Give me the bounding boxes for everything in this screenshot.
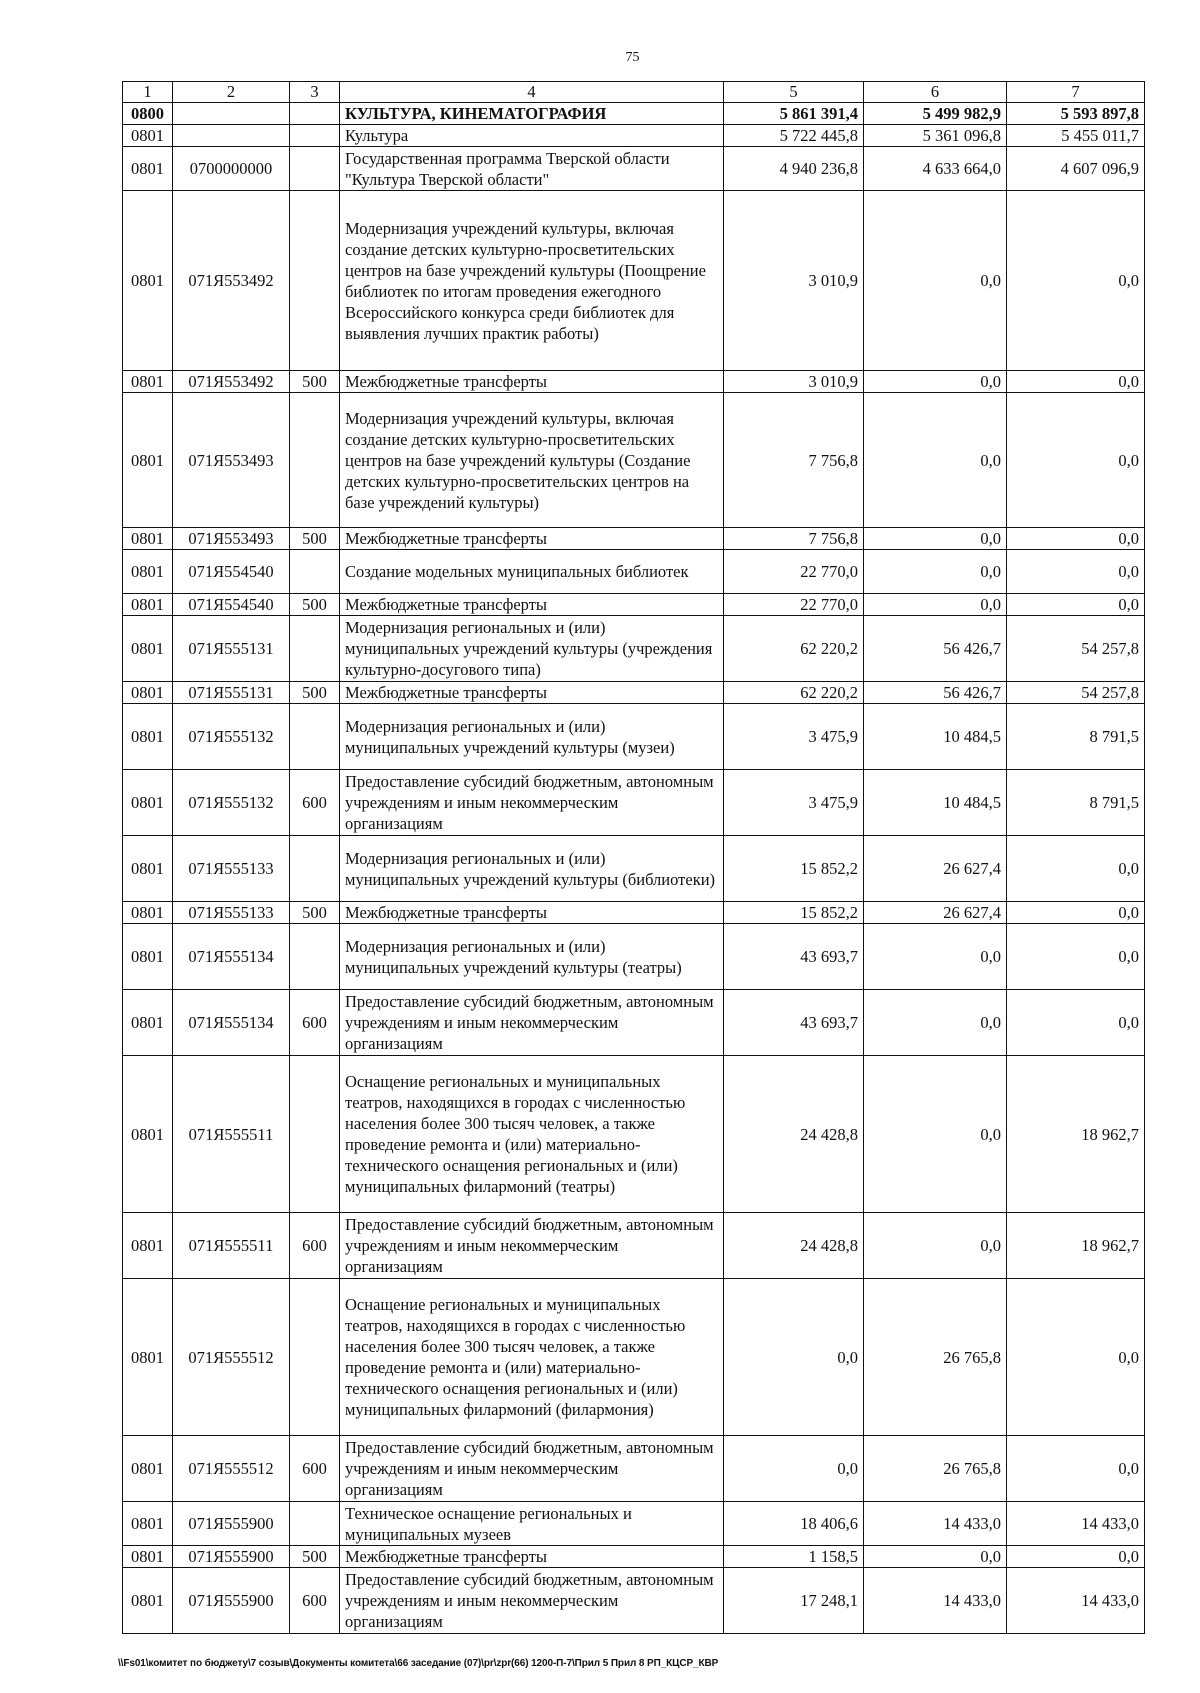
amount-col5: 15 852,2 (724, 902, 864, 924)
section-code: 0801 (123, 594, 173, 616)
section-code: 0801 (123, 191, 173, 371)
expense-type-code: 500 (290, 594, 340, 616)
section-code: 0801 (123, 125, 173, 147)
amount-col7: 18 962,7 (1007, 1213, 1145, 1279)
amount-col5: 5 722 445,8 (724, 125, 864, 147)
target-article-code: 071Я555512 (173, 1436, 290, 1502)
amount-col7: 0,0 (1007, 902, 1145, 924)
target-article-code: 071Я555132 (173, 770, 290, 836)
target-article-code: 071Я555133 (173, 836, 290, 902)
expense-type-code (290, 147, 340, 191)
amount-col6: 26 765,8 (864, 1279, 1007, 1436)
section-code: 0801 (123, 371, 173, 393)
amount-col5: 22 770,0 (724, 550, 864, 594)
section-code: 0801 (123, 682, 173, 704)
table-row (123, 528, 1145, 550)
column-header: 7 (1007, 82, 1145, 103)
amount-col5: 3 010,9 (724, 371, 864, 393)
amount-col7: 5 593 897,8 (1007, 103, 1145, 125)
amount-col6: 0,0 (864, 550, 1007, 594)
amount-col5: 15 852,2 (724, 836, 864, 902)
expense-type-code (290, 393, 340, 528)
amount-col5: 5 861 391,4 (724, 103, 864, 125)
amount-col6: 0,0 (864, 393, 1007, 528)
item-name: Культура (340, 125, 724, 147)
expense-type-code: 500 (290, 1546, 340, 1568)
table-row (123, 191, 1145, 371)
amount-col5: 3 475,9 (724, 770, 864, 836)
amount-col7: 14 433,0 (1007, 1502, 1145, 1546)
target-article-code: 0700000000 (173, 147, 290, 191)
amount-col5: 3 010,9 (724, 191, 864, 371)
column-header: 4 (340, 82, 724, 103)
amount-col6: 0,0 (864, 1213, 1007, 1279)
amount-col5: 7 756,8 (724, 393, 864, 528)
amount-col5: 4 940 236,8 (724, 147, 864, 191)
expense-type-code: 500 (290, 682, 340, 704)
item-name: Модернизация региональных и (или) муниципальных учреждений культуры (библиотеки) (340, 836, 724, 902)
amount-col5: 7 756,8 (724, 528, 864, 550)
table-row (123, 1502, 1145, 1546)
amount-col5: 1 158,5 (724, 1546, 864, 1568)
amount-col5: 0,0 (724, 1279, 864, 1436)
table-row (123, 1279, 1145, 1436)
section-code: 0800 (123, 103, 173, 125)
section-code: 0801 (123, 990, 173, 1056)
expense-type-code (290, 103, 340, 125)
budget-table (122, 81, 1145, 1634)
item-name: Оснащение региональных и муниципальных театров, находящихся в городах с численностью населения более 300 тысяч человек, а также проведение ремонта и (или) материально-технического оснащения региональных и (или) муниципальных филармоний (филармония) (340, 1279, 724, 1436)
amount-col7: 0,0 (1007, 1279, 1145, 1436)
target-article-code: 071Я555134 (173, 990, 290, 1056)
amount-col7: 0,0 (1007, 550, 1145, 594)
amount-col7: 0,0 (1007, 371, 1145, 393)
target-article-code: 071Я553493 (173, 528, 290, 550)
amount-col5: 22 770,0 (724, 594, 864, 616)
table-row (123, 616, 1145, 682)
section-code: 0801 (123, 147, 173, 191)
target-article-code: 071Я555900 (173, 1568, 290, 1634)
expense-type-code (290, 616, 340, 682)
table-row (123, 770, 1145, 836)
target-article-code: 071Я555511 (173, 1213, 290, 1279)
table-row (123, 1213, 1145, 1279)
amount-col5: 43 693,7 (724, 990, 864, 1056)
amount-col6: 14 433,0 (864, 1502, 1007, 1546)
item-name: Предоставление субсидий бюджетным, автономным учреждениям и иным некоммерческим организациям (340, 770, 724, 836)
column-header: 2 (173, 82, 290, 103)
section-code: 0801 (123, 616, 173, 682)
amount-col6: 4 633 664,0 (864, 147, 1007, 191)
amount-col5: 43 693,7 (724, 924, 864, 990)
table-row (123, 990, 1145, 1056)
amount-col5: 0,0 (724, 1436, 864, 1502)
amount-col7: 54 257,8 (1007, 682, 1145, 704)
column-header: 6 (864, 82, 1007, 103)
table-row (123, 393, 1145, 528)
amount-col5: 3 475,9 (724, 704, 864, 770)
expense-type-code: 600 (290, 770, 340, 836)
expense-type-code: 600 (290, 1213, 340, 1279)
table-row (123, 1436, 1145, 1502)
expense-type-code: 600 (290, 1436, 340, 1502)
table-row (123, 103, 1145, 125)
target-article-code: 071Я555511 (173, 1056, 290, 1213)
table-row (123, 147, 1145, 191)
item-name: Межбюджетные трансферты (340, 594, 724, 616)
amount-col7: 18 962,7 (1007, 1056, 1145, 1213)
target-article-code: 071Я555133 (173, 902, 290, 924)
section-code: 0801 (123, 528, 173, 550)
target-article-code: 071Я555131 (173, 616, 290, 682)
expense-type-code (290, 704, 340, 770)
amount-col6: 10 484,5 (864, 770, 1007, 836)
amount-col6: 10 484,5 (864, 704, 1007, 770)
amount-col6: 5 361 096,8 (864, 125, 1007, 147)
amount-col5: 17 248,1 (724, 1568, 864, 1634)
table-row (123, 550, 1145, 594)
item-name: Межбюджетные трансферты (340, 528, 724, 550)
amount-col7: 0,0 (1007, 191, 1145, 371)
amount-col7: 0,0 (1007, 528, 1145, 550)
amount-col7: 0,0 (1007, 1546, 1145, 1568)
expense-type-code (290, 1502, 340, 1546)
table-row (123, 371, 1145, 393)
section-code: 0801 (123, 836, 173, 902)
target-article-code: 071Я555132 (173, 704, 290, 770)
amount-col6: 0,0 (864, 528, 1007, 550)
target-article-code: 071Я553492 (173, 371, 290, 393)
item-name: Создание модельных муниципальных библиотек (340, 550, 724, 594)
section-code: 0801 (123, 704, 173, 770)
expense-type-code: 600 (290, 1568, 340, 1634)
target-article-code: 071Я554540 (173, 594, 290, 616)
item-name: Техническое оснащение региональных и муниципальных музеев (340, 1502, 724, 1546)
table-row (123, 924, 1145, 990)
target-article-code: 071Я555512 (173, 1279, 290, 1436)
item-name: Модернизация учреждений культуры, включая создание детских культурно-просветительских центров на базе учреждений культуры (Создание детских культурно-просветительских центров на базе учреждений культуры) (340, 393, 724, 528)
amount-col7: 0,0 (1007, 924, 1145, 990)
amount-col6: 26 627,4 (864, 836, 1007, 902)
amount-col6: 0,0 (864, 1546, 1007, 1568)
section-code: 0801 (123, 770, 173, 836)
item-name: Государственная программа Тверской области "Культура Тверской области" (340, 147, 724, 191)
amount-col6: 26 765,8 (864, 1436, 1007, 1502)
amount-col7: 14 433,0 (1007, 1568, 1145, 1634)
expense-type-code: 500 (290, 902, 340, 924)
item-name: Предоставление субсидий бюджетным, автономным учреждениям и иным некоммерческим организациям (340, 1436, 724, 1502)
item-name: Предоставление субсидий бюджетным, автономным учреждениям и иным некоммерческим организациям (340, 1213, 724, 1279)
column-header: 3 (290, 82, 340, 103)
page-number: 75 (625, 50, 640, 65)
section-code: 0801 (123, 550, 173, 594)
table-row (123, 594, 1145, 616)
column-header: 5 (724, 82, 864, 103)
item-name: Предоставление субсидий бюджетным, автономным учреждениям и иным некоммерческим организациям (340, 1568, 724, 1634)
expense-type-code (290, 125, 340, 147)
item-name: Межбюджетные трансферты (340, 1546, 724, 1568)
amount-col7: 8 791,5 (1007, 704, 1145, 770)
column-header: 1 (123, 82, 173, 103)
amount-col6: 0,0 (864, 990, 1007, 1056)
section-code: 0801 (123, 1279, 173, 1436)
item-name: Межбюджетные трансферты (340, 682, 724, 704)
table-row (123, 704, 1145, 770)
table-row (123, 1056, 1145, 1213)
amount-col5: 62 220,2 (724, 682, 864, 704)
section-code: 0801 (123, 924, 173, 990)
section-code: 0801 (123, 1056, 173, 1213)
item-name: Модернизация региональных и (или) муниципальных учреждений культуры (учреждения культурно-досугового типа) (340, 616, 724, 682)
amount-col6: 56 426,7 (864, 616, 1007, 682)
item-name: Предоставление субсидий бюджетным, автономным учреждениям и иным некоммерческим организациям (340, 990, 724, 1056)
target-article-code: 071Я555900 (173, 1546, 290, 1568)
amount-col7: 0,0 (1007, 990, 1145, 1056)
expense-type-code: 500 (290, 371, 340, 393)
expense-type-code (290, 550, 340, 594)
amount-col6: 26 627,4 (864, 902, 1007, 924)
amount-col5: 24 428,8 (724, 1056, 864, 1213)
amount-col7: 4 607 096,9 (1007, 147, 1145, 191)
item-name: Межбюджетные трансферты (340, 902, 724, 924)
amount-col7: 54 257,8 (1007, 616, 1145, 682)
section-code: 0801 (123, 1546, 173, 1568)
expense-type-code (290, 1056, 340, 1213)
target-article-code: 071Я555134 (173, 924, 290, 990)
amount-col7: 8 791,5 (1007, 770, 1145, 836)
amount-col7: 0,0 (1007, 594, 1145, 616)
item-name: Межбюджетные трансферты (340, 371, 724, 393)
section-code: 0801 (123, 393, 173, 528)
amount-col6: 0,0 (864, 594, 1007, 616)
file-path-footer: \\Fs01\комитет по бюджету\7 созыв\Документы комитета\66 заседание (07)\pr\zpr(66) 1200-П-7\Прил 5 Прил 8 РП_КЦСР_КВР (118, 1658, 719, 1669)
expense-type-code: 500 (290, 528, 340, 550)
target-article-code: 071Я555131 (173, 682, 290, 704)
amount-col7: 5 455 011,7 (1007, 125, 1145, 147)
section-code: 0801 (123, 902, 173, 924)
amount-col6: 0,0 (864, 924, 1007, 990)
expense-type-code: 600 (290, 990, 340, 1056)
target-article-code (173, 103, 290, 125)
expense-type-code (290, 836, 340, 902)
amount-col6: 0,0 (864, 191, 1007, 371)
expense-type-code (290, 191, 340, 371)
amount-col5: 24 428,8 (724, 1213, 864, 1279)
expense-type-code (290, 1279, 340, 1436)
expense-type-code (290, 924, 340, 990)
amount-col6: 0,0 (864, 371, 1007, 393)
amount-col5: 18 406,6 (724, 1502, 864, 1546)
target-article-code (173, 125, 290, 147)
section-code: 0801 (123, 1436, 173, 1502)
column-header-row (123, 82, 1145, 103)
item-name: Модернизация региональных и (или) муниципальных учреждений культуры (театры) (340, 924, 724, 990)
amount-col6: 14 433,0 (864, 1568, 1007, 1634)
target-article-code: 071Я554540 (173, 550, 290, 594)
amount-col6: 5 499 982,9 (864, 103, 1007, 125)
amount-col7: 0,0 (1007, 393, 1145, 528)
target-article-code: 071Я553493 (173, 393, 290, 528)
target-article-code: 071Я553492 (173, 191, 290, 371)
table-row (123, 1546, 1145, 1568)
table-row (123, 1568, 1145, 1634)
section-code: 0801 (123, 1568, 173, 1634)
amount-col5: 62 220,2 (724, 616, 864, 682)
item-name: КУЛЬТУРА, КИНЕМАТОГРАФИЯ (340, 103, 724, 125)
section-code: 0801 (123, 1213, 173, 1279)
table-row (123, 836, 1145, 902)
item-name: Модернизация региональных и (или) муниципальных учреждений культуры (музеи) (340, 704, 724, 770)
amount-col6: 0,0 (864, 1056, 1007, 1213)
target-article-code: 071Я555900 (173, 1502, 290, 1546)
table-row (123, 682, 1145, 704)
table-row (123, 125, 1145, 147)
item-name: Оснащение региональных и муниципальных театров, находящихся в городах с численностью населения более 300 тысяч человек, а также проведение ремонта и (или) материально-технического оснащения региональных и (или) муниципальных филармоний (театры) (340, 1056, 724, 1213)
table-row (123, 902, 1145, 924)
amount-col7: 0,0 (1007, 1436, 1145, 1502)
section-code: 0801 (123, 1502, 173, 1546)
item-name: Модернизация учреждений культуры, включая создание детских культурно-просветительских центров на базе учреждений культуры (Поощрение библиотек по итогам проведения ежегодного Всероссийского конкурса среди библиотек для выявления лучших практик работы) (340, 191, 724, 371)
amount-col6: 56 426,7 (864, 682, 1007, 704)
amount-col7: 0,0 (1007, 836, 1145, 902)
